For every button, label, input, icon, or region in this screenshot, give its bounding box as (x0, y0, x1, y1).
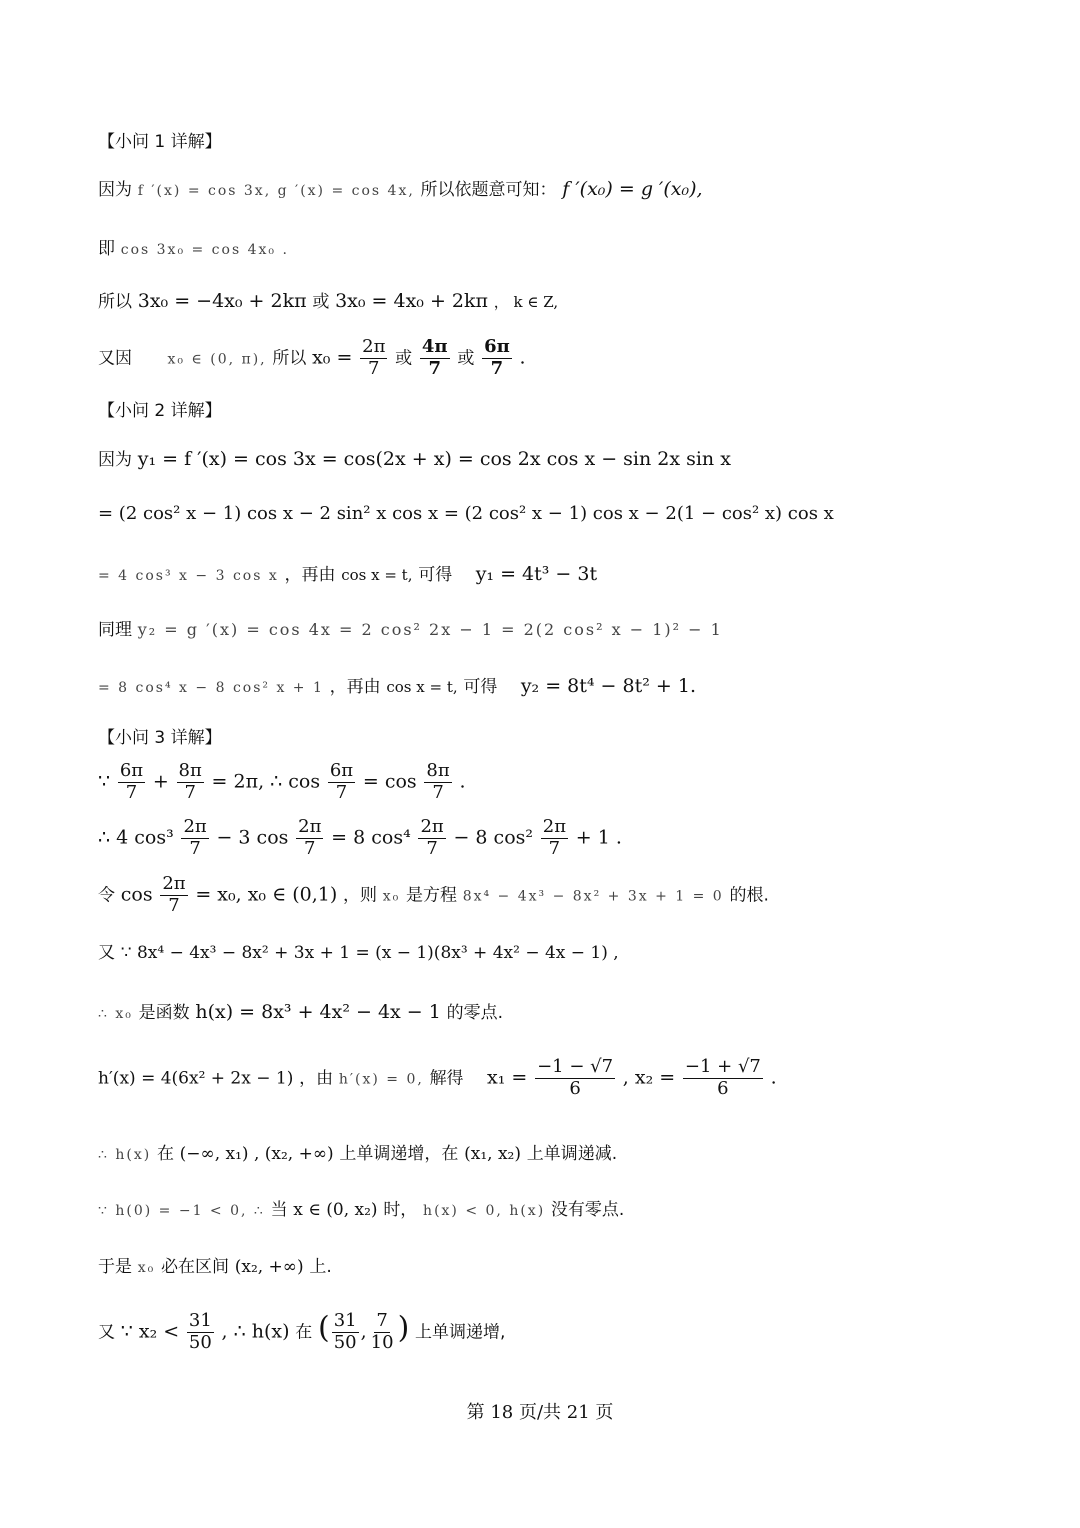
formula: ， k ∈ Z, (493, 293, 559, 311)
text: 的根. (729, 885, 769, 906)
text: 时， (383, 1200, 418, 1220)
q1-line-3 (98, 292, 558, 311)
q3-line-1 (98, 762, 466, 803)
text: 因为 (98, 450, 132, 470)
fraction: $\frac{-1 + √7}{6}$ (684, 1056, 761, 1099)
formula: x₁ = (487, 1066, 528, 1089)
text: 因为 (98, 180, 132, 200)
text: 是函数 (138, 1003, 190, 1023)
formula: − 8 cos² (453, 826, 534, 849)
text: 或 (312, 292, 330, 312)
formula: = 8 cos⁴ (331, 826, 411, 849)
formula: h′(x) = 0, (338, 1071, 424, 1088)
formula: − 3 cos (216, 826, 289, 849)
text: 可得 (418, 565, 453, 585)
q3-line-5 (98, 1003, 503, 1022)
q3-line-4 (98, 944, 619, 962)
text: 上单调递增，在 (339, 1144, 459, 1164)
fraction: $\frac{2\pi}{7}$ (183, 816, 207, 859)
q3-line-7 (98, 1145, 617, 1163)
formula: cos (120, 883, 153, 906)
formula: y₁ = f ′(x) = cos 3x = cos(2x + x) = cos 2x cos x − sin 2x sin x (137, 448, 731, 470)
fraction: $\frac{7}{10}$ (370, 1310, 394, 1353)
formula: f ′(x₀) = g ′(x₀), (562, 178, 703, 200)
text: 或 (457, 348, 475, 369)
formula: + (152, 770, 169, 793)
text: 是方程 (405, 885, 457, 906)
text: 同理 (98, 620, 132, 640)
text: 必在区间 (160, 1257, 229, 1277)
text: ，再由 (329, 677, 381, 697)
formula: cos x = t, (386, 678, 458, 696)
text: 或 (395, 348, 413, 369)
formula: , ∴ h(x) (221, 1320, 290, 1343)
q2-line-1 (98, 450, 731, 469)
text: 于是 (98, 1257, 132, 1277)
page-footer: 第 18 页/共 21 页 (466, 1402, 614, 1423)
fraction: $\frac{6\pi}{7}$ (119, 760, 144, 803)
text: ，则 (342, 885, 377, 906)
text: 上单调递减. (526, 1144, 618, 1164)
q1-line-1 (98, 180, 703, 199)
text: 又 (98, 1322, 115, 1343)
formula: h(x) < 0, h(x) (423, 1203, 546, 1219)
fraction: $\frac{31}{50}$ (188, 1310, 212, 1353)
formula: (x₁, x₂) (464, 1144, 522, 1164)
formula: = 2π, ∴ cos (211, 770, 321, 793)
fraction: $\frac{-1 - √7}{6}$ (537, 1056, 614, 1099)
fraction: $\frac{8\pi}{7}$ (178, 760, 202, 803)
formula: + 1 . (575, 826, 622, 849)
formula: x₀ ∈ (0, π), (167, 351, 267, 368)
formula: = 8 cos⁴ x − 8 cos² x + 1 (98, 680, 324, 696)
text: 令 (98, 885, 115, 906)
formula: ∴ h(x) (98, 1147, 152, 1163)
formula: , x₂ = (622, 1066, 676, 1089)
formula: cos x = t, (341, 566, 413, 584)
formula: (−∞, x₁) , (x₂, +∞) (179, 1144, 334, 1164)
text: 所以 (272, 348, 307, 369)
fraction: $\frac{2\pi}{7}$ (420, 816, 444, 859)
formula: . (519, 346, 526, 369)
formula: = x₀, x₀ ∈ (0,1) (195, 883, 338, 906)
formula: = 4 cos³ x − 3 cos x (98, 568, 279, 584)
formula: ∴ x₀ (98, 1006, 133, 1022)
text: 即 (98, 239, 115, 259)
text: 所以 (98, 292, 132, 312)
fraction: $\frac{2\pi}{7}$ (162, 873, 186, 916)
text: 又 (98, 943, 115, 963)
fraction: $\frac{4\pi}{7}$ (421, 336, 448, 379)
q3-line-2 (98, 818, 622, 859)
paren-open: ( (317, 1310, 330, 1346)
formula: x₀ (382, 888, 401, 905)
paren-close: ) (397, 1310, 410, 1346)
q3-line-8 (98, 1201, 624, 1219)
comma: , (360, 1320, 367, 1343)
q1-line-4 (98, 338, 526, 379)
formula: = cos (362, 770, 417, 793)
q3-line-3 (98, 875, 769, 916)
q2-line-5 (98, 677, 696, 696)
formula: ∵ h(0) = −1 < 0, ∴ (98, 1203, 265, 1219)
q2-line-4 (98, 621, 723, 639)
text: 上单调递增, (415, 1322, 506, 1343)
formula: = (2 cos² x − 1) cos x − 2 sin² x cos x = (2 cos² x − 1) cos x − 2(1 − cos² x) cos x (98, 503, 834, 524)
fraction: $\frac{2\pi}{7}$ (298, 816, 322, 859)
formula: . (459, 770, 466, 793)
q3-line-10 (98, 1312, 505, 1353)
formula: ∵ (98, 770, 111, 793)
formula: 3x₀ = 4x₀ + 2kπ (335, 290, 488, 312)
text: 没有零点. (550, 1200, 625, 1220)
formula: 3x₀ = −4x₀ + 2kπ (137, 290, 307, 312)
text: 在 (156, 1144, 174, 1164)
formula: h′(x) = 4(6x² + 2x − 1) (98, 1068, 294, 1089)
text: 解得 (429, 1068, 464, 1089)
section-title-q2: 【小问 2 详解】 (98, 401, 222, 421)
formula: f ′(x) = cos 3x, g ′(x) = cos 4x, (137, 183, 415, 199)
text: 的零点. (446, 1003, 503, 1023)
fraction: $\frac{2\pi}{7}$ (362, 336, 386, 379)
formula: h(x) = 8x³ + 4x² − 4x − 1 (195, 1001, 441, 1023)
fraction: $\frac{6\pi}{7}$ (484, 336, 510, 379)
formula: x ∈ (0, x₂) (293, 1200, 378, 1220)
formula: y₁ = 4t³ − 3t (475, 563, 598, 585)
formula: ∵ x₂ < (120, 1320, 180, 1343)
formula: x₀ (137, 1260, 156, 1276)
text: 上. (309, 1257, 332, 1277)
fraction: $\frac{2\pi}{7}$ (542, 816, 567, 859)
formula: ∵ 8x⁴ − 4x³ − 8x² + 3x + 1 = (x − 1)(8x³ + 4x² − 4x − 1) , (120, 943, 619, 963)
text: 当 (270, 1200, 288, 1220)
section-title-q1: 【小问 1 详解】 (98, 132, 222, 152)
q3-line-6 (98, 1058, 777, 1099)
text: ，由 (299, 1068, 334, 1089)
formula: ∴ 4 cos³ (98, 826, 174, 849)
section-title-q3: 【小问 3 详解】 (98, 728, 222, 748)
q3-line-9 (98, 1258, 332, 1276)
formula: cos 3x₀ = cos 4x₀ . (120, 242, 289, 258)
formula: 8x⁴ − 4x³ − 8x² + 3x + 1 = 0 (462, 888, 724, 905)
fraction: $\frac{6\pi}{7}$ (329, 760, 354, 803)
formula: y₂ = 8t⁴ − 8t² + 1. (520, 675, 696, 697)
formula: x₀ = (312, 346, 353, 369)
formula: . (770, 1066, 777, 1089)
text: 又因 (98, 348, 132, 369)
fraction: $\frac{31}{50}$ (333, 1310, 357, 1353)
text: 所以依题意可知： (420, 180, 557, 200)
q1-line-2 (98, 240, 289, 258)
formula: y₂ = g ′(x) = cos 4x = 2 cos² 2x − 1 = 2(2 cos² x − 1)² − 1 (137, 620, 723, 639)
fraction: $\frac{8\pi}{7}$ (426, 760, 450, 803)
q2-line-3 (98, 565, 597, 584)
formula: (x₂, +∞) (234, 1257, 304, 1277)
text: 在 (295, 1322, 313, 1343)
q2-line-2 (98, 505, 834, 523)
text: 可得 (463, 677, 498, 697)
text: ，再由 (284, 565, 336, 585)
